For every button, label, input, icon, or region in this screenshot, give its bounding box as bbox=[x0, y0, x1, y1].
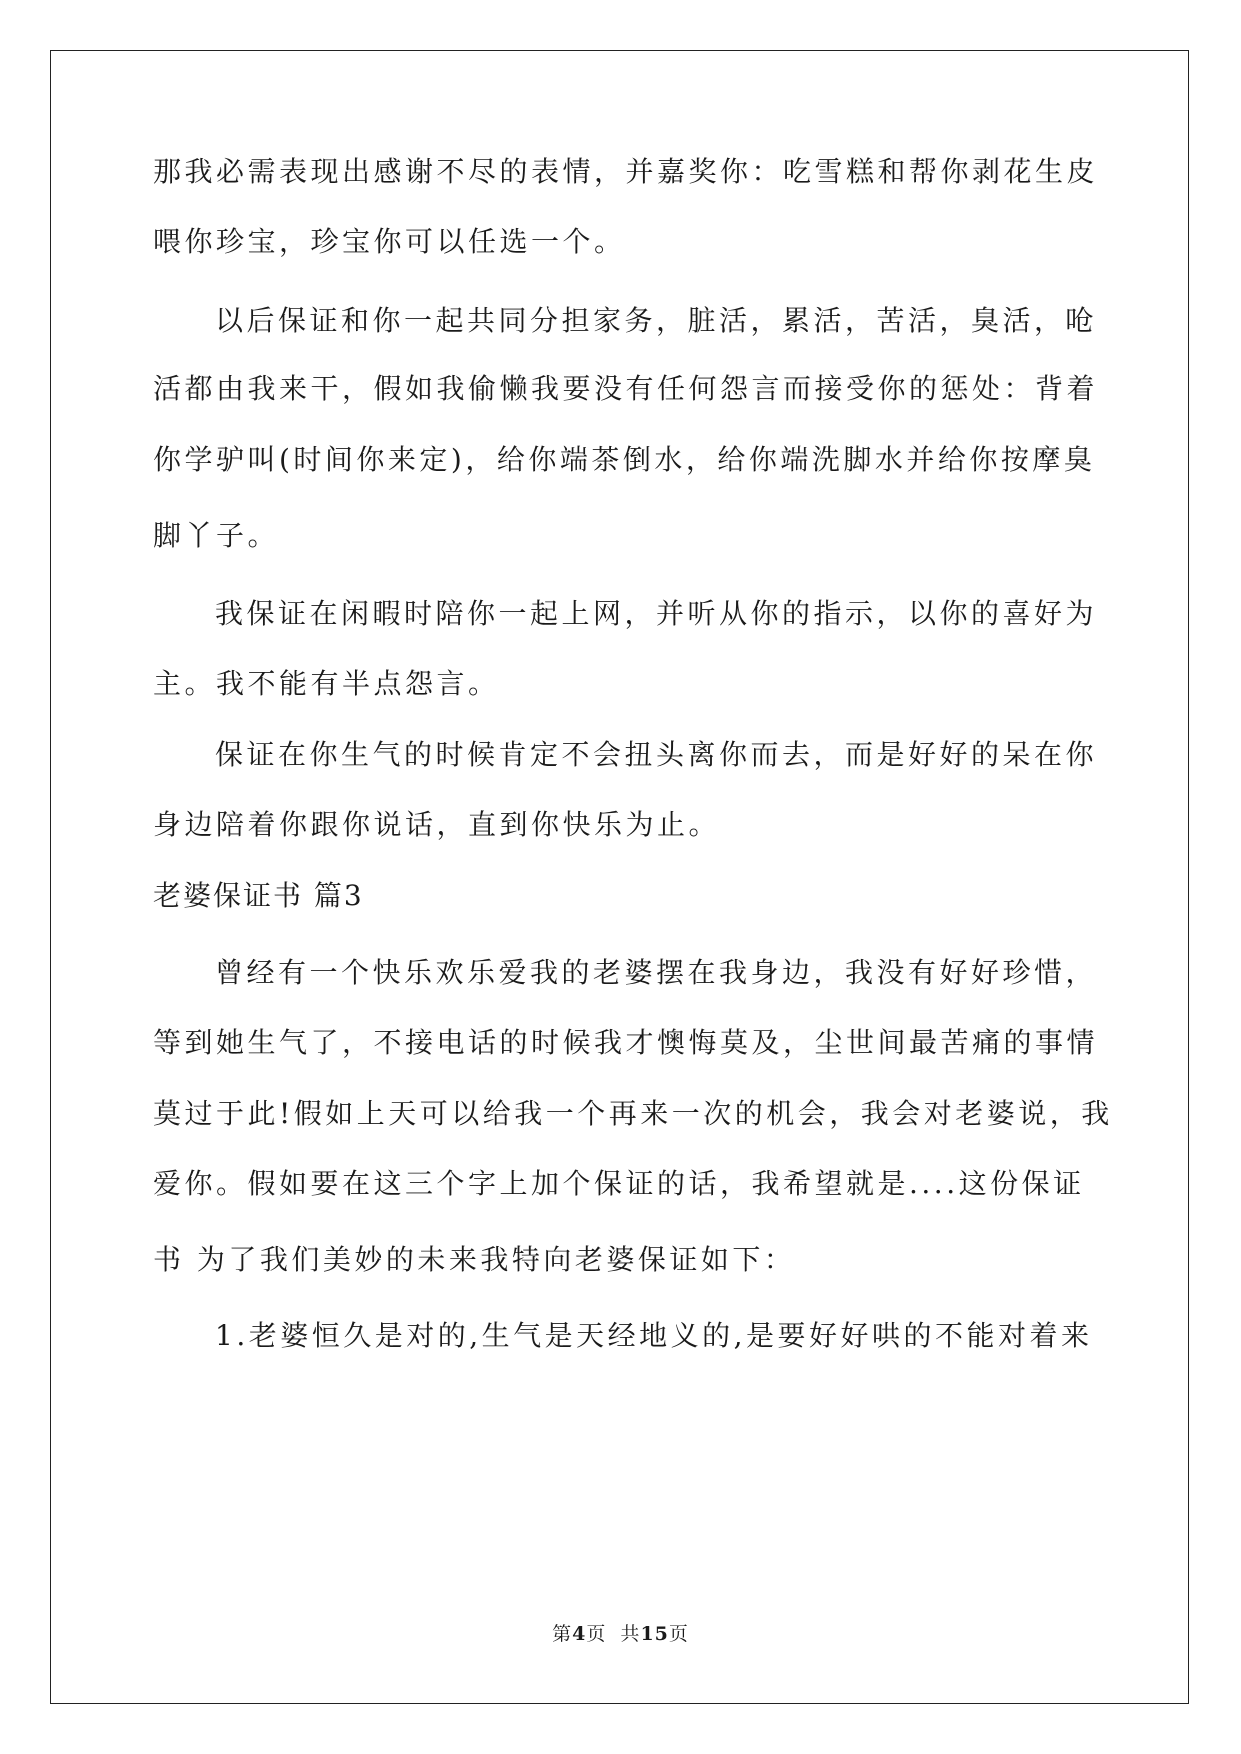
paragraph-start-line: 我保证在闲暇时陪你一起上网，并听从你的指示，以你的喜好为 bbox=[215, 597, 1098, 630]
footer-prefix: 第 bbox=[552, 1623, 573, 1645]
paragraph-start-line: 曾经有一个快乐欢乐爱我的老婆摆在我身边，我没有好好珍惜， bbox=[215, 956, 1098, 989]
text-line: 脚丫子。 bbox=[153, 519, 280, 552]
text-line: 你学驴叫(时间你来定)，给你端茶倒水，给你端洗脚水并给你按摩臭 bbox=[153, 443, 1096, 476]
page-footer bbox=[0, 1621, 1241, 1647]
text-line: 爱你。假如要在这三个字上加个保证的话，我希望就是....这份保证 bbox=[153, 1167, 1085, 1200]
text-line: 主。我不能有半点怨言。 bbox=[153, 667, 500, 700]
footer-suffix: 页 bbox=[668, 1623, 689, 1645]
text-line: 莫过于此!假如上天可以给我一个再来一次的机会，我会对老婆说，我 bbox=[153, 1097, 1113, 1130]
section-heading: 老婆保证书 篇3 bbox=[153, 879, 364, 912]
text-line: 书 为了我们美妙的未来我特向老婆保证如下： bbox=[153, 1243, 796, 1276]
list-item-line: 1.老婆恒久是对的,生气是天经地义的,是要好好哄的不能对着来 bbox=[215, 1319, 1093, 1352]
text-line: 等到她生气了，不接电话的时候我才懊悔莫及，尘世间最苦痛的事情 bbox=[153, 1026, 1099, 1059]
paragraph-start-line: 以后保证和你一起共同分担家务，脏活，累活，苦活，臭活，呛 bbox=[215, 304, 1098, 337]
text-line: 那我必需表现出感谢不尽的表情，并嘉奖你：吃雪糕和帮你剥花生皮 bbox=[153, 155, 1099, 188]
paragraph-start-line: 保证在你生气的时候肯定不会扭头离你而去，而是好好的呆在你 bbox=[215, 738, 1098, 771]
text-line: 活都由我来干，假如我偷懒我要没有任何怨言而接受你的惩处：背着 bbox=[153, 372, 1099, 405]
text-line: 身边陪着你跟你说话，直到你快乐为止。 bbox=[153, 808, 721, 841]
footer-mid: 页 共 bbox=[586, 1623, 641, 1645]
current-page-number: 4 bbox=[572, 1623, 587, 1645]
total-page-count: 15 bbox=[640, 1623, 669, 1645]
text-line: 喂你珍宝，珍宝你可以任选一个。 bbox=[153, 225, 626, 258]
